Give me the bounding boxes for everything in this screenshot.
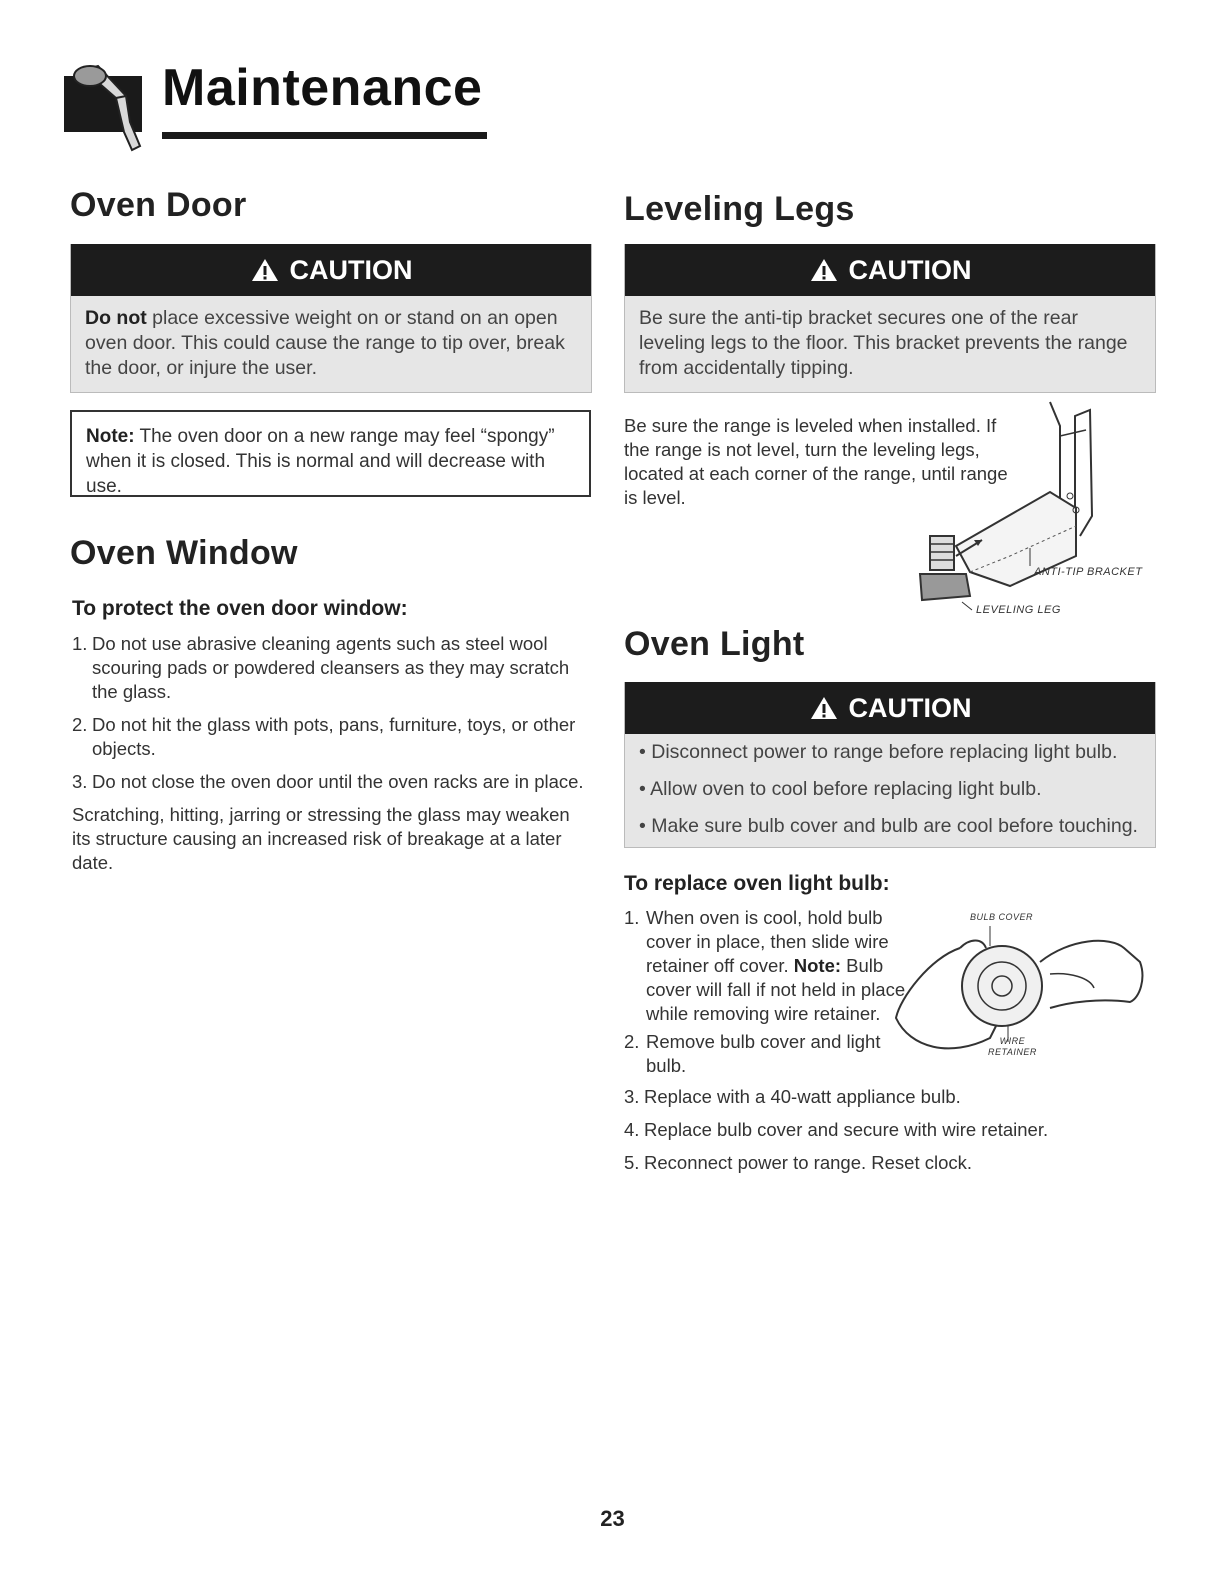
oven-light-step-2: 2. Remove bulb cover and light bulb. <box>624 1031 881 1076</box>
step-1-text-a: When oven is cool, hold bulb cover in place, then slide wire retainer off cover. <box>646 907 889 976</box>
caution-text: place excessive weight on or stand on an open oven door. This could cause the range to tip over, break the door, or injure the user. <box>85 307 565 379</box>
bulb-cover-label: BULB COVER <box>970 912 1034 922</box>
page-number: 23 <box>600 1506 625 1531</box>
oven-window-heading: Oven Window <box>70 534 298 572</box>
caution-label: CAUTION <box>289 254 413 285</box>
oven-door-heading: Oven Door <box>70 186 247 224</box>
caution-body: Be sure the anti-tip bracket secures one of the rear leveling legs to the floor. This bracket prevents the range from accidentally tipping. <box>625 296 1155 392</box>
oven-window-content <box>72 632 592 875</box>
page-title: Maintenance <box>162 59 483 117</box>
oven-light-heading: Oven Light <box>624 625 805 663</box>
title-underline <box>162 132 487 139</box>
leveling-legs-caution-box <box>624 244 1156 393</box>
caution-header <box>625 244 1155 296</box>
maintenance-header <box>62 58 483 148</box>
warning-icon <box>809 257 839 283</box>
list-item: • Allow oven to cool before replacing light bulb. <box>639 778 1042 800</box>
wire-retainer-label: WIRE RETAINER <box>988 1036 1037 1057</box>
step-1-text-b: Bulb cover will fall if not held in place while removing wire retainer. <box>646 955 906 1024</box>
screwdriver-icon <box>62 62 154 152</box>
anti-tip-bracket-illustration <box>900 396 1110 616</box>
caution-bold: Do not <box>85 307 147 329</box>
caution-body <box>625 734 1155 847</box>
caution-header <box>625 682 1155 734</box>
warning-icon <box>250 257 280 283</box>
oven-light-step-1: 1. When oven is cool, hold bulb cover in place, then slide wire retainer off cover. Note: Bulb cover will fall if not held in place while removing wire retainer. <box>624 907 906 1024</box>
list-item: 4. Replace bulb cover and secure with wire retainer. <box>624 1119 1049 1140</box>
note-text: The oven door on a new range may feel “spongy” when it is closed. This is normal and will decrease with use. <box>86 426 555 497</box>
oven-light-caution-box <box>624 682 1156 848</box>
step-1-note-label: Note: <box>793 955 842 976</box>
oven-light-steps-3-5 <box>624 1085 1154 1184</box>
caution-body <box>71 296 591 392</box>
anti-tip-bracket-label: ANTI-TIP BRACKET <box>1034 566 1143 578</box>
list-item: 1. Do not use abrasive cleaning agents such as steel wool scouring pads or powdered cleansers as they may scratch the glass. <box>72 633 570 702</box>
oven-window-steps <box>72 632 592 794</box>
oven-window-footer: Scratching, hitting, jarring or stressing the glass may weaken its structure causing an increased risk of breakage at a later date. <box>72 804 570 873</box>
oven-door-note-box <box>70 410 591 497</box>
list-item: • Make sure bulb cover and bulb are cool before touching. <box>639 815 1138 837</box>
caution-header <box>71 244 591 296</box>
leveling-legs-heading: Leveling Legs <box>624 190 855 228</box>
list-item: 2. Do not hit the glass with pots, pans, furniture, toys, or other objects. <box>72 714 576 759</box>
list-item: 5. Reconnect power to range. Reset clock. <box>624 1152 973 1173</box>
note-label: Note: <box>86 426 135 447</box>
oven-light-subtitle: To replace oven light bulb: <box>624 872 890 895</box>
leveling-legs-text: Be sure the range is leveled when installed. If the range is not level, turn the leveling legs, located at each corner of the range, until range is level. <box>624 415 1008 508</box>
oven-door-caution-box <box>70 244 592 393</box>
list-item: 3. Replace with a 40-watt appliance bulb. <box>624 1086 961 1107</box>
caution-label: CAUTION <box>848 254 972 285</box>
leveling-leg-label: LEVELING LEG <box>976 604 1061 616</box>
list-item: 3. Do not close the oven door until the oven racks are in place. <box>72 771 584 792</box>
warning-icon <box>809 695 839 721</box>
caution-label: CAUTION <box>848 692 972 723</box>
list-item: • Disconnect power to range before replacing light bulb. <box>639 741 1118 763</box>
bulb-cover-icon <box>962 946 1042 1026</box>
oven-window-subtitle: To protect the oven door window: <box>72 597 408 620</box>
